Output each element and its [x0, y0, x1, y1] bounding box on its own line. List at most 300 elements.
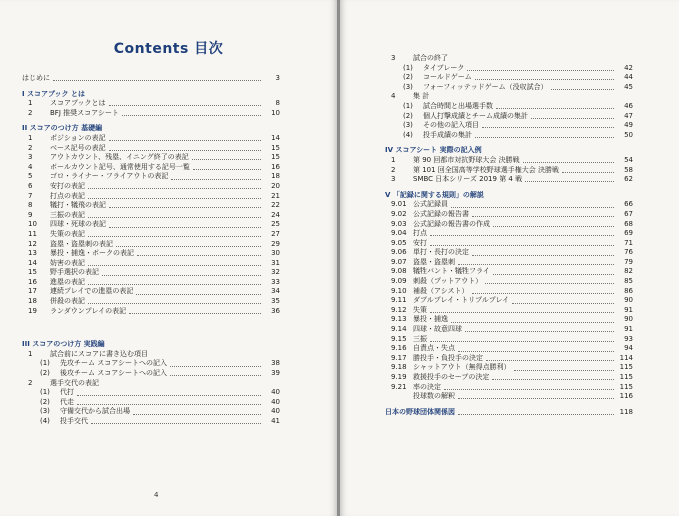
toc-entry-label: ボールカウント記号、通常使用する記号一覧	[50, 162, 190, 171]
toc-entry	[22, 307, 280, 317]
toc-entry	[22, 379, 280, 389]
toc-entry	[22, 134, 280, 144]
leader-dots	[514, 369, 614, 371]
toc-entry	[385, 121, 633, 131]
toc-entry-page: 69	[624, 229, 633, 238]
leader-dots	[492, 378, 614, 380]
leader-dots	[136, 293, 261, 295]
leader-dots	[137, 254, 261, 256]
toc-entry-page: 94	[624, 344, 633, 353]
leader-dots	[91, 422, 261, 424]
toc-section-heading	[385, 191, 633, 201]
toc-entry-label: ダブルプレイ・トリプルプレイ	[413, 296, 510, 305]
toc-entry	[22, 99, 280, 109]
toc-entry-number: 10	[28, 220, 37, 229]
toc-entry	[22, 287, 280, 297]
toc-section-heading	[22, 124, 280, 134]
toc-entry-label: 刺殺（プットアウト）	[413, 277, 483, 286]
leader-dots	[451, 321, 614, 323]
toc-entry-label: 妨害の表記	[50, 258, 85, 267]
toc-entry-label: 連続プレイでの進塁の表記	[50, 287, 134, 296]
toc-entry-label: 公式記録の報告書	[413, 209, 469, 218]
toc-entry-page: 45	[624, 82, 633, 91]
leader-dots	[88, 302, 261, 304]
toc-entry-label: 公式記録の報告書の作成	[413, 219, 490, 228]
toc-entry	[385, 392, 633, 402]
toc-entry-number: 1	[28, 133, 33, 142]
toc-entry	[385, 54, 633, 64]
toc-entry-number: 2	[391, 165, 396, 174]
toc-entry	[385, 335, 633, 345]
toc-entry	[385, 210, 633, 220]
toc-entry-number: 9.14	[391, 325, 407, 334]
toc-entry-page: 91	[624, 305, 633, 314]
toc-entry-page: 58	[624, 165, 633, 174]
toc-entry	[22, 388, 280, 398]
toc-entry	[385, 344, 633, 354]
toc-entry-label: ランダウンプレイの表記	[50, 306, 127, 315]
toc-entry-label: 犠打・犠飛の表記	[50, 201, 106, 210]
toc-entry-page: 66	[624, 200, 633, 209]
toc-entry-label: SMBC 日本シリーズ 2019 第 4 戦	[413, 175, 523, 184]
toc-entry-label: 集 計	[413, 92, 430, 101]
toc-entry-page: 10	[271, 108, 280, 117]
toc-entry-number: 6	[28, 181, 33, 190]
toc-entry	[22, 172, 280, 182]
toc-entry-label: 救援投手のセーブの決定	[413, 373, 490, 381]
toc-entry-number: 8	[28, 201, 33, 210]
leader-dots	[88, 187, 261, 189]
leader-dots	[562, 171, 614, 173]
leader-dots	[475, 136, 614, 138]
toc-entry-number: 1	[28, 349, 33, 358]
toc-entry-label: ポジションの表記	[50, 133, 106, 142]
leader-dots	[170, 374, 261, 376]
leader-dots	[116, 245, 261, 247]
toc-left-column	[22, 74, 280, 427]
toc-entry-label: 三振	[413, 334, 427, 343]
leader-dots	[458, 397, 614, 399]
toc-entry	[22, 201, 280, 211]
right-page	[340, 0, 679, 516]
toc-entry-label: 犠牲バント・犠牲フライ	[413, 267, 490, 276]
toc-entry-number: 15	[28, 268, 37, 277]
leader-dots	[109, 226, 261, 228]
toc-entry-label: 打点の表記	[50, 191, 85, 200]
leader-dots	[458, 413, 614, 415]
leader-dots	[430, 340, 614, 342]
toc-entry-label: 率の決定	[413, 382, 441, 391]
toc-entry-page: 54	[624, 155, 633, 164]
toc-entry-page: 40	[271, 388, 280, 397]
toc-entry-page: 8	[275, 99, 280, 108]
toc-entry	[22, 220, 280, 230]
toc-entry-page: 90	[624, 315, 633, 324]
toc-entry-page: 68	[624, 219, 633, 228]
leader-dots	[102, 274, 261, 276]
toc-entry-number: (2)	[403, 111, 413, 120]
leader-dots	[486, 359, 614, 361]
toc-entry	[22, 249, 280, 259]
toc-entry-label: 試合時間と出場選手数	[423, 101, 493, 110]
toc-entry-number: 9.17	[391, 353, 407, 362]
leader-dots	[88, 264, 261, 266]
toc-entry-number: 9.03	[391, 219, 407, 228]
leader-dots	[451, 206, 614, 208]
toc-entry-page: 90	[624, 296, 633, 305]
toc-entry	[385, 287, 633, 297]
toc-entry-number: 3	[391, 54, 396, 62]
toc-entry	[22, 369, 280, 379]
toc-entry-label: アウトカウント、残塁、イニング終了の表記	[50, 153, 189, 162]
toc-entry-page: 39	[271, 369, 280, 378]
toc-entry-label: 第 90 回都市対抗野球大会 決勝戦	[413, 155, 520, 164]
toc-entry-label: 三振の表記	[50, 210, 85, 219]
toc-entry-label: シャットアウト（無得点勝利）	[413, 363, 511, 372]
leader-dots	[458, 263, 614, 265]
toc-entry-label: 個人打撃成績とチーム成績の集計	[423, 111, 528, 120]
toc-entry-page: 38	[271, 359, 280, 368]
leader-dots	[531, 117, 614, 119]
toc-entry-page: 27	[271, 229, 280, 238]
toc-section-heading	[22, 340, 280, 350]
toc-entry-label: タイブレーク	[423, 63, 465, 72]
toc-section-heading	[385, 408, 633, 418]
toc-entry-number: 9.08	[391, 267, 407, 276]
toc-entry	[385, 166, 633, 176]
section-heading-label: 日本の野球団体関係図	[385, 407, 455, 416]
toc-entry	[385, 200, 633, 210]
toc-entry-number: 18	[28, 297, 37, 306]
toc-section-heading	[22, 90, 280, 100]
toc-entry	[385, 64, 633, 74]
toc-entry-page: 18	[271, 172, 280, 181]
leader-dots	[109, 139, 261, 141]
toc-entry-page: 35	[271, 297, 280, 306]
toc-entry-number: 17	[28, 287, 37, 296]
toc-entry-label: 暴投・捕逸	[413, 315, 448, 324]
toc-entry-number: 9.18	[391, 363, 407, 372]
section-heading-label: V 「記録に関する規則」の解説	[385, 190, 484, 199]
toc-entry	[22, 182, 280, 192]
toc-entry-page: 93	[624, 334, 633, 343]
toc-entry-number: 1	[28, 99, 33, 108]
toc-entry-page: 42	[624, 63, 633, 72]
toc-entry-number: 9.09	[391, 277, 407, 286]
toc-entry-page: 76	[624, 248, 633, 257]
leader-dots	[193, 168, 261, 170]
toc-entry-number: 3	[28, 153, 33, 162]
toc-entry	[385, 373, 633, 383]
toc-entry-number: (2)	[403, 73, 413, 82]
left-page	[0, 0, 337, 516]
leader-dots	[192, 158, 261, 160]
leader-dots	[77, 403, 261, 405]
toc-entry-label: 暴投・捕逸・ボークの表記	[50, 249, 134, 258]
toc-entry-number: 9.21	[391, 382, 407, 391]
toc-entry-number: (4)	[40, 417, 50, 425]
toc-entry-number: 9.07	[391, 257, 407, 266]
toc-entry-label: 選手交代の表記	[50, 378, 99, 387]
toc-entry-page: 115	[619, 382, 633, 391]
toc-entry-number: 19	[28, 306, 37, 315]
toc-entry	[385, 131, 633, 141]
leader-dots	[430, 311, 614, 313]
section-heading-page: 118	[619, 407, 633, 416]
toc-entry-number: 3	[391, 175, 396, 184]
toc-entry-label: 補殺（アシスト）	[413, 286, 469, 295]
leader-dots	[444, 388, 614, 390]
toc-entry-label: 勝投手・負投手の決定	[413, 353, 483, 362]
leader-dots	[551, 88, 614, 90]
toc-entry-page: 24	[271, 210, 280, 219]
toc-entry-number: 5	[28, 172, 33, 181]
toc-entry-page: 79	[624, 257, 633, 266]
toc-entry-number: 2	[28, 143, 33, 152]
toc-entry-page: 20	[271, 181, 280, 190]
toc-entry-page: 34	[271, 287, 280, 296]
leader-dots	[88, 283, 261, 285]
leader-dots	[171, 178, 261, 180]
leader-dots	[109, 149, 261, 151]
toc-entry-label: BFJ 推奨スコアシート	[50, 108, 119, 117]
toc-entry-label: 野手選択の表記	[50, 268, 99, 277]
leader-dots	[525, 180, 614, 182]
toc-entry-number: 9.13	[391, 315, 407, 324]
toc-entry	[385, 175, 633, 185]
leader-dots	[109, 104, 261, 106]
toc-entry-page: 46	[624, 101, 633, 110]
leader-dots	[88, 216, 261, 218]
toc-entry	[385, 220, 633, 230]
toc-entry-page: 33	[271, 277, 280, 286]
toc-entry-number: (1)	[40, 388, 50, 397]
toc-entry	[22, 163, 280, 173]
leader-dots	[77, 394, 261, 396]
toc-entry-label: 打点	[413, 229, 427, 238]
toc-entry	[385, 229, 633, 239]
toc-entry	[385, 102, 633, 112]
toc-entry-label: ベース記号の表記	[50, 143, 106, 152]
toc-entry-label: 安打	[413, 238, 427, 247]
toc-entry	[385, 306, 633, 316]
toc-entry-number: 11	[28, 229, 37, 238]
toc-entry-label: 失策	[413, 305, 427, 314]
section-heading-label: III スコアのつけ方 実践編	[22, 340, 105, 349]
toc-entry	[385, 325, 633, 335]
toc-entry-number: (1)	[403, 101, 413, 110]
toc-entry-number: 12	[28, 239, 37, 248]
toc-entry	[385, 73, 633, 83]
leader-dots	[493, 273, 614, 275]
toc-entry-number: 9.19	[391, 373, 407, 381]
toc-entry-label: 投球数の解釈	[413, 392, 455, 401]
toc-entry	[22, 350, 280, 360]
leader-dots	[430, 244, 614, 246]
toc-entry-label: 進塁の表記	[50, 277, 85, 286]
toc-entry-number: 4	[391, 92, 396, 101]
toc-entry-label: 試合前にスコアに書き込む項目	[50, 349, 148, 358]
toc-entry-number: (3)	[403, 82, 413, 91]
toc-entry-number: 9.04	[391, 229, 407, 238]
page-title: Contents 目次	[113, 41, 224, 57]
toc-entry-label: 守備交代から試合出場	[60, 407, 130, 416]
toc-entry-number: 9.15	[391, 334, 407, 343]
leader-dots	[430, 234, 614, 236]
leader-dots	[88, 235, 261, 237]
toc-entry-number: (2)	[40, 397, 50, 406]
toc-entry-label: 盗塁・盗塁刺の表記	[50, 239, 113, 248]
toc-entry	[22, 297, 280, 307]
toc-entry-page: 31	[271, 258, 280, 267]
toc-entry-page: 15	[271, 153, 280, 162]
toc-entry-number: 4	[28, 162, 33, 171]
toc-entry-number: 16	[28, 277, 37, 286]
toc-entry-label: 後攻チーム スコアシートへの記入	[60, 369, 167, 378]
toc-entry-number: 9.05	[391, 238, 407, 247]
toc-entry-label: 代打	[60, 388, 74, 397]
toc-entry-number: 9.10	[391, 286, 407, 295]
toc-entry-page: 36	[271, 306, 280, 315]
toc-entry	[22, 144, 280, 154]
toc-entry-page: 30	[271, 249, 280, 258]
toc-entry-page: 16	[271, 162, 280, 171]
leader-dots	[493, 225, 614, 227]
toc-entry-number: 9	[28, 210, 33, 219]
toc-entry-label: 代走	[60, 397, 74, 406]
leader-dots	[512, 302, 614, 304]
leader-dots	[472, 215, 614, 217]
toc-entry-label: 盗塁・盗塁刺	[413, 257, 455, 266]
toc-entry-number: 2	[28, 378, 33, 387]
toc-entry-label: 自責点・失点	[413, 344, 455, 353]
toc-entry-page: 114	[619, 353, 633, 362]
toc-entry	[22, 359, 280, 369]
toc-entry-number: (3)	[40, 407, 50, 416]
toc-entry-page: 62	[624, 175, 633, 184]
section-heading-label: I スコアブック とは	[22, 89, 85, 98]
toc-entry-page: 67	[624, 209, 633, 218]
toc-entry	[22, 74, 280, 84]
leader-dots	[109, 206, 261, 208]
toc-entry-page: 71	[624, 238, 633, 247]
page-number-left: 4	[154, 491, 159, 499]
toc-entry	[22, 109, 280, 119]
toc-entry-number: 9.02	[391, 209, 407, 218]
toc-entry	[22, 268, 280, 278]
toc-entry-label: 投手成績の集計	[423, 130, 472, 139]
toc-entry	[22, 417, 280, 427]
toc-entry-page: 49	[624, 121, 633, 130]
toc-entry-page: 116	[619, 392, 633, 401]
toc-entry-label: ゴロ・ライナー・フライアウトの表記	[50, 172, 169, 181]
toc-entry-label: スコアブックとは	[50, 99, 106, 108]
leader-dots	[475, 78, 614, 80]
toc-right-column	[385, 54, 633, 417]
toc-entry-label: フォーフィッテッドゲーム（没収試合）	[423, 82, 548, 91]
toc-entry-number: 9.16	[391, 344, 407, 353]
toc-entry	[22, 153, 280, 163]
toc-entry-number: 9.12	[391, 305, 407, 314]
section-heading-label: IV スコアシート 実際の記入例	[385, 146, 482, 155]
toc-entry-page: 82	[624, 267, 633, 276]
toc-entry	[385, 112, 633, 122]
toc-entry-number: 9.06	[391, 248, 407, 257]
toc-entry-label: 失策の表記	[50, 229, 85, 238]
section-heading-label: II スコアのつけ方 基礎編	[22, 124, 103, 133]
toc-entry-label: 四球・死球の表記	[50, 220, 106, 229]
toc-entry	[385, 267, 633, 277]
toc-entry-number: 1	[391, 155, 396, 164]
toc-entry-number: 9.11	[391, 296, 407, 305]
toc-entry-label: 併殺の表記	[50, 297, 85, 306]
toc-entry-label: 投手交代	[60, 417, 88, 425]
toc-entry-number: 2	[28, 108, 33, 117]
toc-entry	[22, 192, 280, 202]
toc-entry	[22, 407, 280, 417]
toc-entry-number: 9.01	[391, 200, 407, 209]
toc-entry	[385, 296, 633, 306]
leader-dots	[88, 197, 261, 199]
leader-dots	[465, 330, 614, 332]
leader-dots	[170, 365, 261, 367]
toc-entry	[385, 83, 633, 93]
toc-entry-number: 7	[28, 191, 33, 200]
toc-entry-number: 13	[28, 249, 37, 258]
toc-entry-number: 14	[28, 258, 37, 267]
toc-entry	[385, 354, 633, 364]
leader-dots	[129, 312, 261, 314]
toc-entry	[22, 259, 280, 269]
toc-entry-page: 40	[271, 397, 280, 406]
toc-entry-page: 44	[624, 73, 633, 82]
toc-entry	[22, 398, 280, 408]
toc-entry-page: 50	[624, 130, 633, 139]
toc-entry-page: 85	[624, 277, 633, 286]
toc-entry-page: 32	[271, 268, 280, 277]
toc-entry-label: 単打・長打の決定	[413, 248, 469, 257]
toc-entry	[22, 230, 280, 240]
toc-entry	[385, 156, 633, 166]
leader-dots	[53, 79, 261, 81]
toc-entry	[22, 211, 280, 221]
toc-entry-number: (3)	[403, 121, 413, 130]
leader-dots	[485, 282, 614, 284]
toc-entry	[385, 248, 633, 258]
toc-entry-page: 115	[619, 373, 633, 381]
toc-entry-page: 25	[271, 220, 280, 229]
leader-dots	[482, 126, 614, 128]
toc-entry	[385, 92, 633, 102]
toc-entry-label: コールドゲーム	[423, 73, 472, 82]
toc-section-heading	[385, 146, 633, 156]
toc-entry-number: (4)	[403, 130, 413, 139]
toc-entry	[385, 239, 633, 249]
toc-entry-label: 四球・故意四球	[413, 325, 462, 334]
toc-entry-page: 15	[271, 143, 280, 152]
toc-entry-label: 安打の表記	[50, 181, 85, 190]
toc-entry	[385, 363, 633, 373]
toc-entry-number: (1)	[40, 359, 50, 368]
toc-entry-label: 公式記録員	[413, 200, 448, 209]
toc-entry-label: その他の記入項目	[423, 121, 479, 130]
toc-entry-page: 21	[271, 191, 280, 200]
toc-entry-page: 29	[271, 239, 280, 248]
toc-entry-page: 47	[624, 111, 633, 120]
toc-entry-number: (2)	[40, 369, 50, 378]
leader-dots	[472, 292, 614, 294]
toc-entry	[385, 315, 633, 325]
